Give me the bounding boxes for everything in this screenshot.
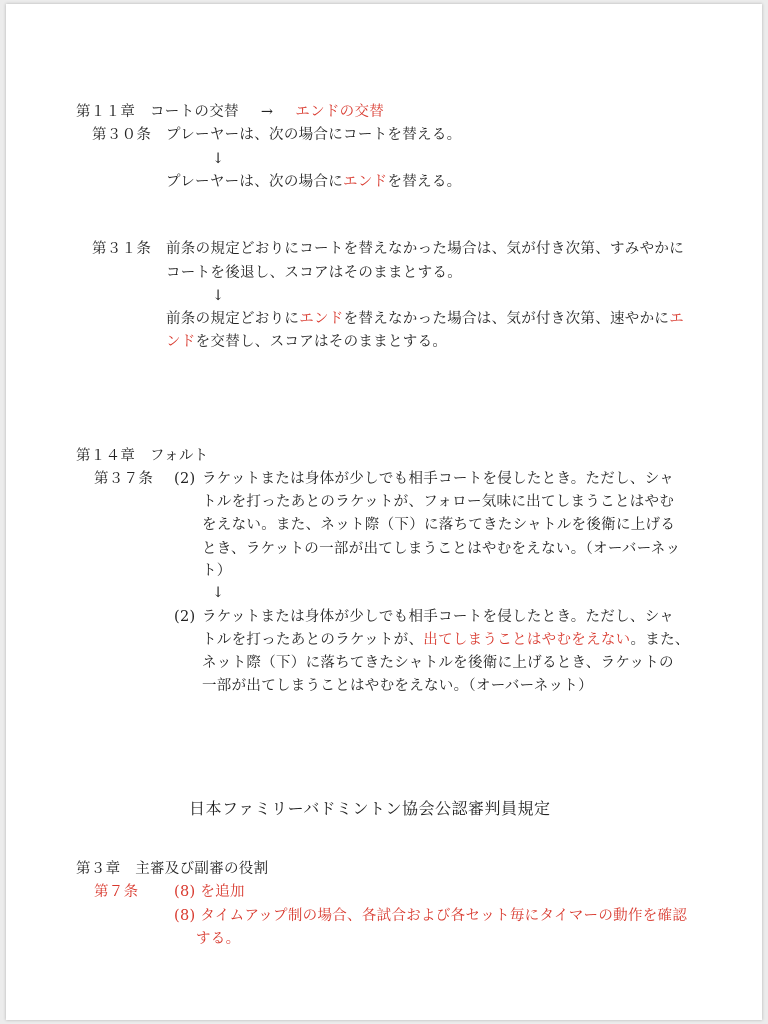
article-31-label: 第３１条 [92,241,152,257]
article-7-addition-note: (8) を追加 [174,884,245,900]
article-7-item-line-2: する。 [196,931,241,947]
article-37-new-line-3: ネット際（下）に落ちてきたシャトルを後衛に上げるとき、ラケットの [202,655,674,671]
article-37-label: 第３７条 [94,471,154,487]
highlight-end-part: エ [669,311,685,327]
article-30-new-text: プレーヤーは、次の場合にエンドを替える。 [166,174,462,190]
highlight-end: エンド [343,174,388,190]
article-37-old-line-3: をえない。また、ネット際（下）に落ちてきたシャトルを後衛に上げる [202,517,676,533]
article-37-arrow: ↓ [212,585,225,601]
highlight-revision: 出てしまうことはやむをえない [423,632,631,648]
change-arrow: → [260,104,274,120]
article-37-new-line-1: ラケットまたは身体が少しでも相手コートを侵したとき。ただし、シャ [202,609,675,625]
chapter-11-new-title: エンドの交替 [295,104,385,120]
article-31-old-line-1: 前条の規定どおりにコートを替えなかった場合は、気が付き次第、すみやかに [166,241,684,257]
chapter-11-old-title: 第１１章 コートの交替 [76,104,239,120]
article-7-label: 第７条 [94,884,139,900]
chapter-3-heading: 第３章 主審及び副審の役割 [76,861,269,877]
article-37-new-line-2: トルを打ったあとのラケットが、出てしまうことはやむをえない。また、 [202,632,690,648]
article-31-arrow: ↓ [212,288,225,304]
article-30-old-text: プレーヤーは、次の場合にコートを替える。 [166,127,462,143]
article-37-new-line-4: 一部が出てしまうことはやむをえない。（オーバーネット） [202,678,593,694]
article-7-item-line-1: (8) タイムアップ制の場合、各試合および各セット毎にタイマーの動作を確認 [174,908,688,924]
article-30-label: 第３０条 [92,127,152,143]
article-31-new-line-1: 前条の規定どおりにエンドを替えなかった場合は、気が付き次第、速やかにエ [166,311,685,327]
article-37-old-line-4: とき、ラケットの一部が出てしまうことはやむをえない。（オーバーネッ [202,541,681,557]
article-37-old-line-2: トルを打ったあとのラケットが、フォロー気味に出てしまうことはやむ [202,494,675,510]
article-37-new-item-number: (2) [174,609,196,625]
article-37-old-line-5: ト） [202,563,232,579]
article-30-arrow: ↓ [212,151,225,167]
article-37-item-number: (2) [174,471,196,487]
document-page [6,4,762,1020]
article-37-old-line-1: ラケットまたは身体が少しでも相手コートを侵したとき。ただし、シャ [202,471,675,487]
highlight-end: エンド [299,311,344,327]
highlight-end-part: ンド [166,334,196,350]
chapter-14-heading: 第１４章 フォルト [76,448,209,464]
chapter-11-heading [76,102,384,122]
referee-regulations-title: 日本ファミリーバドミントン協会公認審判員規定 [189,799,551,818]
article-31-old-line-2: コートを後退し、スコアはそのままとする。 [166,265,462,281]
article-31-new-line-2: ンドを交替し、スコアはそのままとする。 [166,334,448,350]
